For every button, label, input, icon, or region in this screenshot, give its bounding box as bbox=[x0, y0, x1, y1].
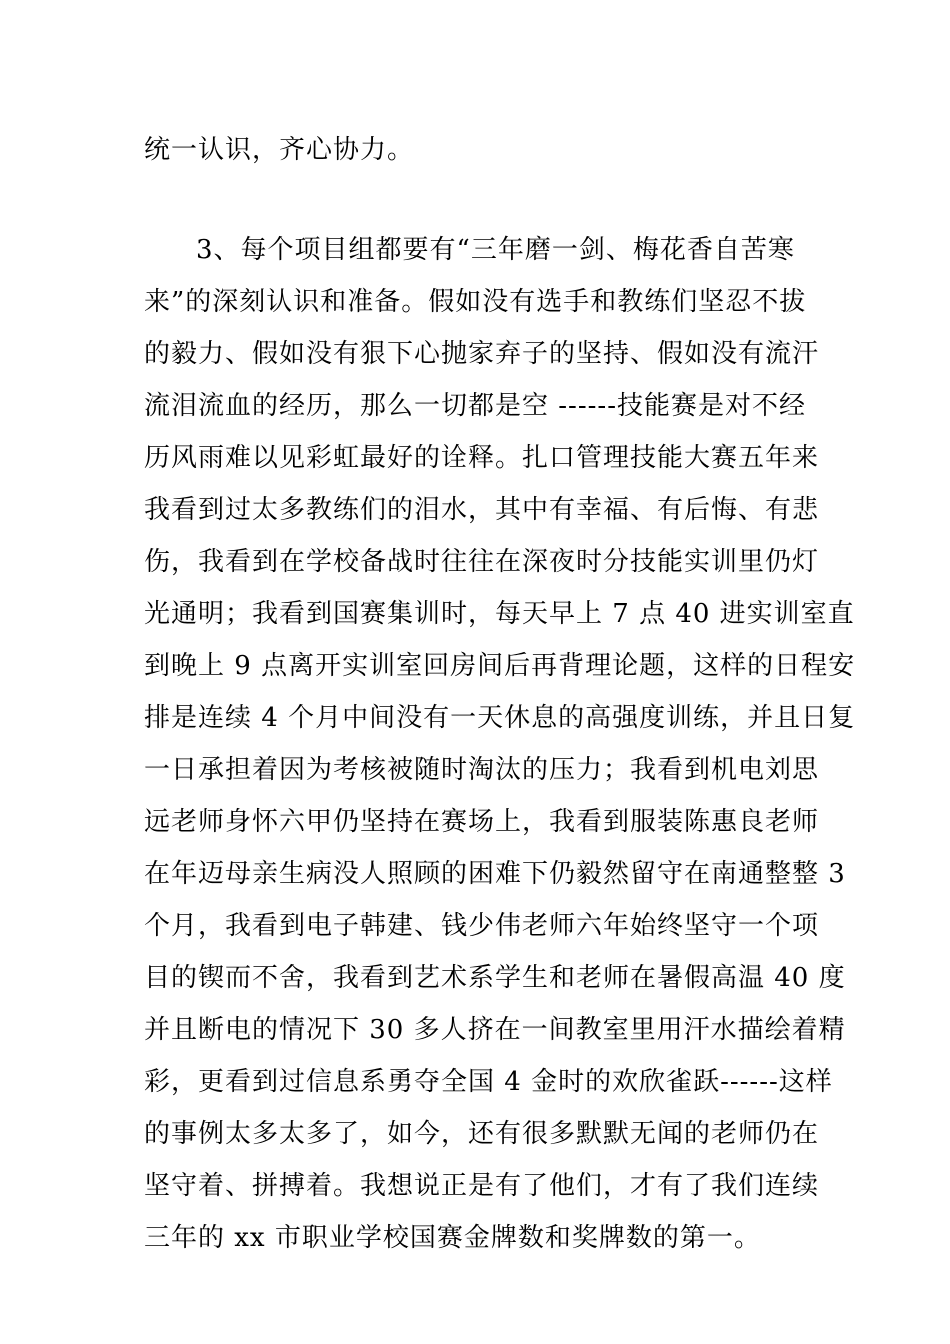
paragraph-line: 伤，我看到在学校备战时往往在深夜时分技能实训里仍灯 bbox=[144, 547, 820, 577]
paragraph-line: 的毅力、假如没有狠下心抛家弃子的坚持、假如没有流汗 bbox=[144, 339, 820, 369]
paragraph-line: 三年的 xx 市职业学校国赛金牌数和奖牌数的第一。 bbox=[144, 1223, 761, 1253]
paragraph-line: 的事例太多太多了，如今，还有很多默默无闻的老师仍在 bbox=[144, 1119, 820, 1149]
paragraph-line: 我看到过太多教练们的泪水，其中有幸福、有后悔、有悲 bbox=[144, 495, 820, 525]
paragraph-line: 流泪流血的经历，那么一切都是空 ------技能赛是对不经 bbox=[144, 391, 806, 421]
paragraph-line: 统一认识，齐心协力。 bbox=[144, 135, 415, 165]
paragraph-line: 坚守着、拼搏着。我想说正是有了他们，才有了我们连续 bbox=[144, 1171, 820, 1201]
paragraph-line: 在年迈母亲生病没人照顾的困难下仍毅然留守在南通整整 3 bbox=[144, 859, 846, 889]
paragraph-line: 3、每个项目组都要有“三年磨一剑、梅花香自苦寒 bbox=[196, 235, 795, 265]
paragraph-line: 一日承担着因为考核被随时淘汰的压力；我看到机电刘思 bbox=[144, 755, 820, 785]
paragraph-line: 到晚上 9 点离开实训室回房间后再背理论题，这样的日程安 bbox=[144, 651, 856, 681]
paragraph-line: 个月，我看到电子韩建、钱少伟老师六年始终坚守一个项 bbox=[144, 911, 820, 941]
paragraph-line: 历风雨难以见彩虹最好的诠释。扎口管理技能大赛五年来 bbox=[144, 443, 820, 473]
paragraph-line: 光通明；我看到国赛集训时，每天早上 7 点 40 进实训室直 bbox=[144, 599, 855, 629]
paragraph-line: 彩，更看到过信息系勇夺全国 4 金时的欢欣雀跃------这样 bbox=[144, 1067, 833, 1097]
paragraph-line: 远老师身怀六甲仍坚持在赛场上，我看到服装陈惠良老师 bbox=[144, 807, 820, 837]
paragraph-line: 来”的深刻认识和准备。假如没有选手和教练们坚忍不拔 bbox=[144, 287, 807, 317]
paragraph-line: 并且断电的情况下 30 多人挤在一间教室里用汗水描绘着精 bbox=[144, 1015, 846, 1045]
paragraph-line: 排是连续 4 个月中间没有一天休息的高强度训练，并且日复 bbox=[144, 703, 856, 733]
paragraph-line: 目的锲而不舍，我看到艺术系学生和老师在暑假高温 40 度 bbox=[144, 963, 846, 993]
